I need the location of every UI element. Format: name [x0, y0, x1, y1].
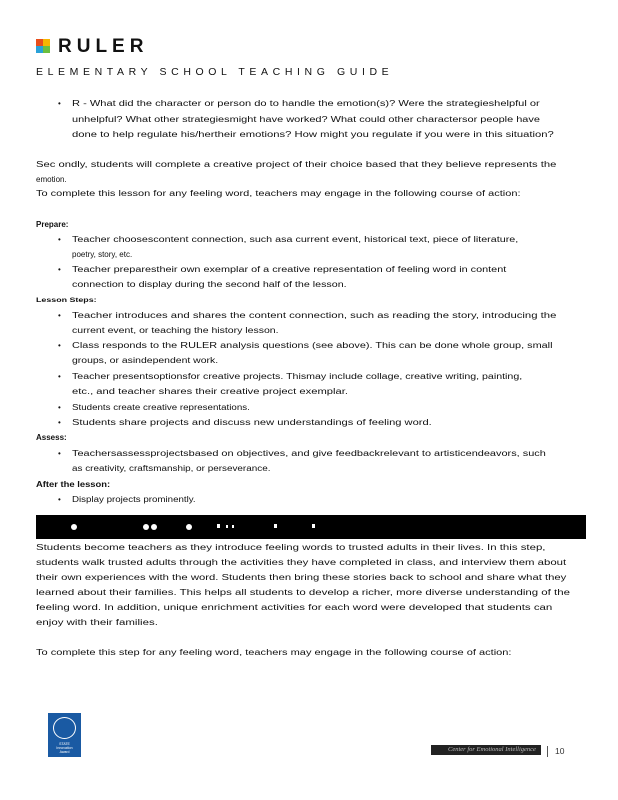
- prepare-item-1-line-2: poetry, story, etc.: [72, 250, 133, 259]
- bullet-marker: •: [58, 403, 61, 412]
- lesson-item-1-line-1: Teacher introduces and shares the content connection, such as reading the story, introducing the: [72, 311, 557, 320]
- seal-emblem: [53, 717, 76, 739]
- bar-mark: [232, 525, 234, 528]
- lesson-item-3-line-2: etc., and teacher shares their creative project exemplar.: [72, 387, 348, 396]
- lesson-item-3-line-1: Teacher presentsoptionsfor creative projects. Thismay include collage, creative writing, painting,: [72, 372, 523, 381]
- bar-mark: [274, 524, 277, 528]
- bullet-marker: •: [58, 449, 61, 458]
- ruler-logo-mark: [36, 39, 50, 53]
- bar-mark: [226, 525, 228, 528]
- secondly-line-1: Sec ondly, students will complete a creative project of their choice based that they believe represents the: [36, 160, 557, 169]
- prepare-heading: Prepare:: [36, 220, 69, 229]
- bullet-marker: •: [58, 341, 61, 350]
- lesson-item-5: Students share projects and discuss new understandings of feeling word.: [72, 418, 432, 427]
- logo-square-orange: [36, 39, 43, 46]
- after-lesson-heading: After the lesson:: [36, 480, 111, 489]
- step-paragraph-line-2: students walk trusted adults through the activities they have completed in class, and interview them about: [36, 558, 567, 567]
- lesson-item-1-line-2: current event, or teaching the history lesson.: [72, 326, 279, 335]
- r-bullet-line-1: R - What did the character or person do to handle the emotion(s)? Were the strategieshelpful or: [72, 99, 540, 108]
- logo-square-yellow: [43, 39, 50, 46]
- r-bullet-line-3: done to help regulate his/hertheir emotions? How might you regulate if you were in this situation?: [72, 130, 554, 139]
- document-subtitle: ELEMENTARY SCHOOL TEACHING GUIDE: [36, 66, 394, 78]
- after-item-1: Display projects prominently.: [72, 495, 196, 504]
- r-bullet-line-2: unhelpful? What other strategiesmight have worked? What could other charactersor people have: [72, 115, 540, 124]
- bar-mark: [71, 524, 77, 530]
- step-paragraph-line-5: feeling word. In addition, unique enrichment activities for each word were developed that students can: [36, 603, 553, 612]
- to-complete-step: To complete this step for any feeling word, teachers may engage in the following course of action:: [36, 648, 512, 657]
- bullet-marker: •: [58, 495, 61, 504]
- section-header-bar: [36, 515, 586, 539]
- step-paragraph-line-1: Students become teachers as they introduce feeling words to trusted adults in their lives. In this step,: [36, 543, 546, 552]
- logo-square-blue: [36, 46, 43, 53]
- lesson-item-2-line-1: Class responds to the RULER analysis questions (see above). This can be done whole group, small: [72, 341, 553, 350]
- seal-text-3: Award: [59, 750, 70, 754]
- footer-divider: [547, 746, 548, 757]
- brand-title: RULER: [58, 36, 149, 57]
- bar-mark: [151, 524, 157, 530]
- seal-text-1: STATE: [59, 742, 70, 746]
- to-complete-lesson: To complete this lesson for any feeling word, teachers may engage in the following course of action:: [36, 189, 521, 198]
- prepare-item-2-line-2: connection to display during the second half of the lesson.: [72, 280, 347, 289]
- logo-square-green: [43, 46, 50, 53]
- bullet-marker: •: [58, 265, 61, 274]
- lesson-item-4: Students create creative representations.: [72, 403, 250, 412]
- bullet-marker: •: [58, 99, 61, 108]
- prepare-item-2-line-1: Teacher preparestheir own exemplar of a creative representation of feeling word in content: [72, 265, 507, 274]
- bullet-marker: •: [58, 235, 61, 244]
- lesson-item-2-line-2: groups, or asindependent work.: [72, 356, 219, 365]
- bar-mark: [143, 524, 149, 530]
- assess-item-1-line-2: as creativity, craftsmanship, or perseverance.: [72, 464, 271, 473]
- prepare-item-1-line-1: Teacher choosescontent connection, such asa current event, historical text, piece of literature,: [72, 235, 519, 244]
- bar-mark: [186, 524, 192, 530]
- footer-tagline: Center for Emotional Intelligence: [448, 746, 536, 753]
- award-seal-logo: [48, 713, 81, 757]
- step-paragraph-line-6: enjoy with their families.: [36, 618, 158, 627]
- secondly-line-2: emotion.: [36, 175, 67, 184]
- seal-text-2: Innovation: [56, 746, 73, 750]
- assess-heading: Assess:: [36, 433, 67, 442]
- bar-mark: [312, 524, 315, 528]
- bullet-marker: •: [58, 311, 61, 320]
- bar-mark: [217, 524, 220, 528]
- assess-item-1-line-1: Teachersassessprojectsbased on objectives, and give feedbackrelevant to artisticendeavors, such: [72, 449, 546, 458]
- step-paragraph-line-3: their own experiences with the word. Students then bring these stories back to school and share what they: [36, 573, 567, 582]
- lesson-steps-heading: Lesson Steps:: [36, 297, 97, 304]
- bullet-marker: •: [58, 372, 61, 381]
- page-number: 10: [555, 746, 565, 756]
- bullet-marker: •: [58, 418, 61, 427]
- step-paragraph-line-4: learned about their families. This helps all students to develop a richer, more diverse understanding of the: [36, 588, 570, 597]
